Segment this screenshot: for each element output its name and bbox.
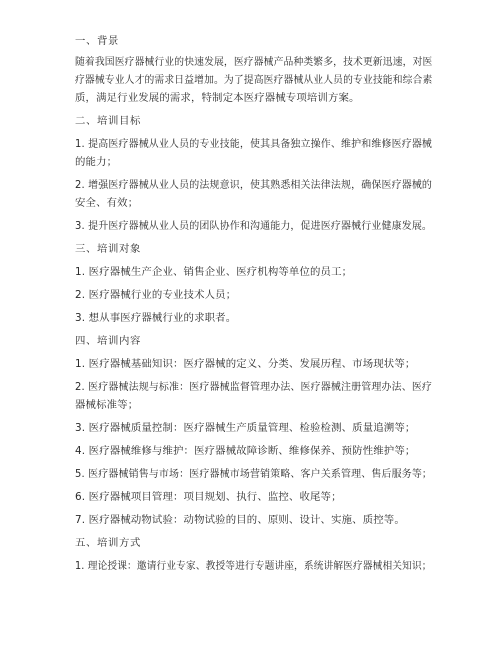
- paragraph-line: 质，满足行业发展的需求，特制定本医疗器械专项培训方案。: [75, 92, 360, 104]
- list-item-line: 安全、有效；: [75, 197, 139, 209]
- list-item-line: 3. 医疗器械质量控制：医疗器械生产质量管理、检验检测、质量追溯等；: [75, 422, 416, 434]
- list-item-line: 3. 提升医疗器械从业人员的团队协作和沟通能力，促进医疗器械行业健康发展。: [75, 220, 433, 232]
- section-heading-background: 一、背景: [75, 35, 119, 47]
- section-heading-goals: 二、培训目标: [75, 115, 141, 127]
- list-item-line: 7. 医疗器械动物试验：动物试验的目的、原则、设计、实施、质控等。: [75, 514, 405, 526]
- list-item-line: 1. 提高医疗器械从业人员的专业技能，使其具备独立操作、维护和维修医疗器械: [75, 138, 433, 150]
- list-item-line: 2. 医疗器械法规与标准：医疗器械监督管理办法、医疗器械注册管理办法、医疗: [75, 381, 433, 393]
- list-item-line: 3. 想从事医疗器械行业的求职者。: [75, 312, 237, 324]
- list-item-line: 2. 医疗器械行业的专业技术人员；: [75, 289, 237, 301]
- list-item-line: 6. 医疗器械项目管理：项目规划、执行、监控、收尾等；: [75, 491, 342, 503]
- list-item-line: 1. 医疗器械生产企业、销售企业、医疗机构等单位的员工；: [75, 266, 353, 278]
- paragraph-line: 疗器械专业人才的需求日益增加。为了提高医疗器械从业人员的专业技能和综合素: [75, 74, 433, 86]
- list-item-line: 器械标准等；: [75, 399, 139, 411]
- list-item-line: 1. 医疗器械基础知识：医疗器械的定义、分类、发展历程、市场现状等；: [75, 358, 416, 370]
- section-heading-content: 四、培训内容: [75, 335, 141, 347]
- section-heading-method: 五、培训方式: [75, 537, 141, 549]
- list-item-line: 2. 增强医疗器械从业人员的法规意识，使其熟悉相关法律法规，确保医疗器械的: [75, 179, 433, 191]
- paragraph-line: 随着我国医疗器械行业的快速发展，医疗器械产品种类繁多，技术更新迅速，对医: [75, 56, 433, 68]
- list-item-line: 5. 医疗器械销售与市场：医疗器械市场营销策略、客户关系管理、售后服务等；: [75, 468, 433, 480]
- list-item-line: 1. 理论授课：邀请行业专家、教授等进行专题讲座，系统讲解医疗器械相关知识；: [75, 560, 432, 572]
- section-heading-audience: 三、培训对象: [75, 243, 141, 255]
- list-item-line: 的能力；: [75, 156, 118, 168]
- list-item-line: 4. 医疗器械维修与维护：医疗器械故障诊断、维修保养、预防性维护等；: [75, 445, 416, 457]
